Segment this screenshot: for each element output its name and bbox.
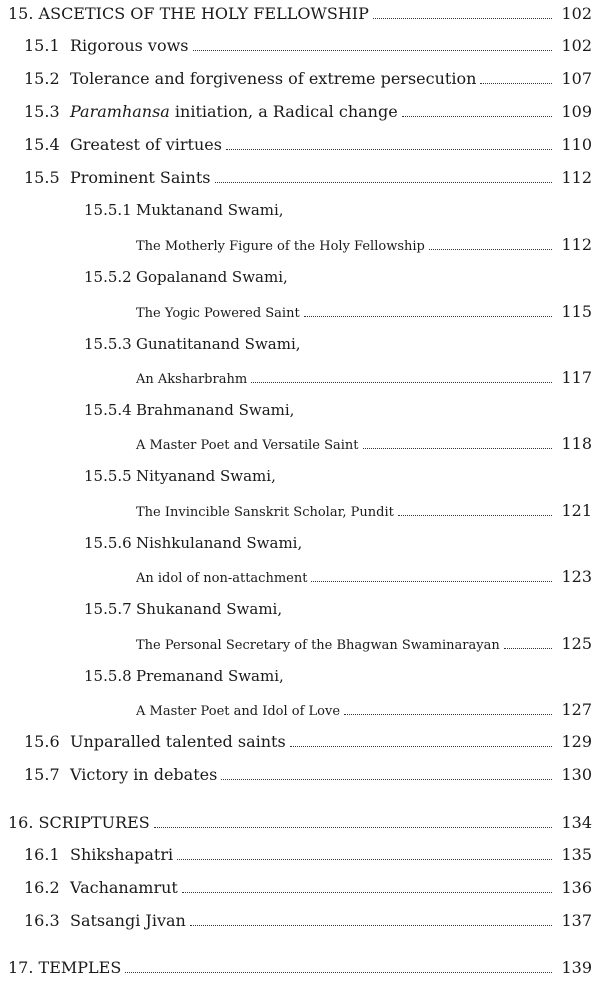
toc-entry-16-3[interactable] xyxy=(24,911,592,930)
toc-entry-16[interactable] xyxy=(8,813,592,832)
toc-entry-title: Gunatitanand Swami, xyxy=(136,335,301,353)
toc-page-number: 102 xyxy=(561,36,592,55)
toc-entry-number: 16.3 xyxy=(24,911,60,930)
toc-entry-15-5-5[interactable] xyxy=(84,467,592,485)
toc-entry-number: 15.5.2 xyxy=(84,268,132,286)
toc-page-number: 134 xyxy=(561,813,592,832)
toc-page-number: 107 xyxy=(561,69,592,88)
toc-entry-number: 16.2 xyxy=(24,878,60,897)
toc-entry-number: 15.5.3 xyxy=(84,335,132,353)
toc-entry-number: 15.1 xyxy=(24,36,60,55)
toc-entry-title: Shukanand Swami, xyxy=(136,600,283,618)
toc-entry-title: Vachanamrut xyxy=(70,878,178,897)
toc-entry-15-5-1[interactable] xyxy=(84,201,592,219)
toc-page-number: 136 xyxy=(561,878,592,897)
toc-entry-number: 15.5.7 xyxy=(84,600,132,618)
leader-dots xyxy=(344,714,552,715)
toc-entry-15-5-5-subtitle[interactable] xyxy=(136,501,592,520)
toc-entry-title: Muktanand Swami, xyxy=(136,201,284,219)
leader-dots xyxy=(373,18,552,19)
toc-entry-number: 15.3 xyxy=(24,102,60,121)
leader-dots xyxy=(290,746,552,747)
toc-entry-number: 15.5.1 xyxy=(84,201,132,219)
leader-dots xyxy=(504,648,552,649)
leader-dots xyxy=(221,779,552,780)
toc-entry-15-1[interactable] xyxy=(24,36,592,55)
leader-dots xyxy=(193,50,553,51)
toc-page-number: 115 xyxy=(561,302,592,321)
toc-page-number: 102 xyxy=(561,4,592,23)
toc-entry-number: 15.5.4 xyxy=(84,401,132,419)
toc-entry-15-5-8[interactable] xyxy=(84,667,592,685)
toc-entry-title: 15. ASCETICS OF THE HOLY FELLOWSHIP xyxy=(8,4,369,23)
toc-entry-number: 15.5.6 xyxy=(84,534,132,552)
toc-entry-15-7[interactable] xyxy=(24,765,592,784)
toc-entry-title: Nityanand Swami, xyxy=(136,467,276,485)
toc-entry-subtitle: The Yogic Powered Saint xyxy=(136,306,300,321)
toc-page-number: 112 xyxy=(561,235,592,254)
leader-dots xyxy=(311,581,552,582)
leader-dots xyxy=(398,515,552,516)
toc-entry-15-5-3[interactable] xyxy=(84,335,592,353)
toc-page-number: 139 xyxy=(561,958,592,977)
toc-page-number: 130 xyxy=(561,765,592,784)
toc-entry-15-5-7[interactable] xyxy=(84,600,592,618)
toc-entry-number: 15.2 xyxy=(24,69,60,88)
toc-entry-subtitle: The Invincible Sanskrit Scholar, Pundit xyxy=(136,505,394,520)
toc-entry-subtitle: A Master Poet and Idol of Love xyxy=(136,704,341,719)
toc-entry-subtitle: A Master Poet and Versatile Saint xyxy=(136,438,359,453)
toc-entry-title: Gopalanand Swami, xyxy=(136,268,288,286)
toc-entry-title: Shikshapatri xyxy=(70,845,174,864)
toc-entry-title: Brahmanand Swami, xyxy=(136,401,295,419)
toc-page-number: 125 xyxy=(561,634,592,653)
toc-entry-number: 15.5.8 xyxy=(84,667,132,685)
toc-entry-15-5-6-subtitle[interactable] xyxy=(136,567,592,586)
toc-entry-title: Premanand Swami, xyxy=(136,667,284,685)
toc-entry-title: Greatest of virtues xyxy=(70,135,222,154)
toc-entry-title: 17. TEMPLES xyxy=(8,958,122,977)
toc-page-number: 137 xyxy=(561,911,592,930)
leader-dots xyxy=(226,149,552,150)
toc-entry-number: 15.6 xyxy=(24,732,60,751)
toc-entry-16-1[interactable] xyxy=(24,845,592,864)
toc-page-number: 112 xyxy=(561,168,592,187)
leader-dots xyxy=(125,972,552,973)
leader-dots xyxy=(154,827,552,828)
toc-entry-15-5-3-subtitle[interactable] xyxy=(136,368,592,387)
toc-entry-15-5[interactable] xyxy=(24,168,592,187)
toc-entry-15-5-4-subtitle[interactable] xyxy=(136,434,592,453)
toc-entry-15[interactable] xyxy=(8,4,592,23)
toc-page-number: 127 xyxy=(561,700,592,719)
toc-page-number: 109 xyxy=(561,102,592,121)
toc-entry-title: Rigorous vows xyxy=(70,36,189,55)
toc-entry-title: Tolerance and forgiveness of extreme persecution xyxy=(70,69,477,88)
toc-entry-title: Satsangi Jivan xyxy=(70,911,186,930)
toc-page-number: 110 xyxy=(561,135,592,154)
toc-entry-17[interactable] xyxy=(8,958,592,977)
toc-entry-title: Nishkulanand Swami, xyxy=(136,534,303,552)
toc-entry-number: 16.1 xyxy=(24,845,60,864)
toc-page-number: 129 xyxy=(561,732,592,751)
toc-entry-subtitle: The Motherly Figure of the Holy Fellowship xyxy=(136,239,425,254)
toc-entry-15-3[interactable] xyxy=(24,102,592,121)
leader-dots xyxy=(480,83,552,84)
toc-entry-15-4[interactable] xyxy=(24,135,592,154)
leader-dots xyxy=(182,892,552,893)
toc-entry-number: 15.5.5 xyxy=(84,467,132,485)
toc-entry-subtitle: An idol of non-attachment xyxy=(136,571,308,586)
toc-entry-15-5-7-subtitle[interactable] xyxy=(136,634,592,653)
leader-dots xyxy=(304,316,552,317)
toc-entry-subtitle: An Aksharbrahm xyxy=(136,372,248,387)
toc-entry-title: Unparalled talented saints xyxy=(70,732,286,751)
leader-dots xyxy=(363,448,553,449)
leader-dots xyxy=(429,249,552,250)
toc-entry-15-5-2[interactable] xyxy=(84,268,592,286)
toc-entry-15-2[interactable] xyxy=(24,69,592,88)
toc-entry-subtitle: The Personal Secretary of the Bhagwan Swaminarayan xyxy=(136,638,500,653)
toc-page-number: 121 xyxy=(561,501,592,520)
leader-dots xyxy=(402,116,552,117)
leader-dots xyxy=(190,925,552,926)
toc-page-number: 135 xyxy=(561,845,592,864)
toc-entry-15-5-1-subtitle[interactable] xyxy=(136,235,592,254)
toc-entry-number: 15.5 xyxy=(24,168,60,187)
toc-entry-number: 15.7 xyxy=(24,765,60,784)
toc-page-number: 123 xyxy=(561,567,592,586)
toc-entry-title: 16. SCRIPTURES xyxy=(8,813,150,832)
leader-dots xyxy=(215,182,553,183)
toc-entry-number: 15.4 xyxy=(24,135,60,154)
toc-entry-title-italic: Paramhansa xyxy=(70,102,170,121)
toc-page-number: 118 xyxy=(561,434,592,453)
toc-entry-16-2[interactable] xyxy=(24,878,592,897)
toc-entry-title: Paramhansa initiation, a Radical change xyxy=(70,102,398,121)
leader-dots xyxy=(177,859,552,860)
toc-entry-15-5-4[interactable] xyxy=(84,401,592,419)
leader-dots xyxy=(251,382,552,383)
toc-entry-title: Prominent Saints xyxy=(70,168,211,187)
toc-entry-15-5-2-subtitle[interactable] xyxy=(136,302,592,321)
toc-entry-15-5-8-subtitle[interactable] xyxy=(136,700,592,719)
toc-entry-title: Victory in debates xyxy=(70,765,218,784)
toc-page-number: 117 xyxy=(561,368,592,387)
toc-entry-15-6[interactable] xyxy=(24,732,592,751)
toc-entry-15-5-6[interactable] xyxy=(84,534,592,552)
